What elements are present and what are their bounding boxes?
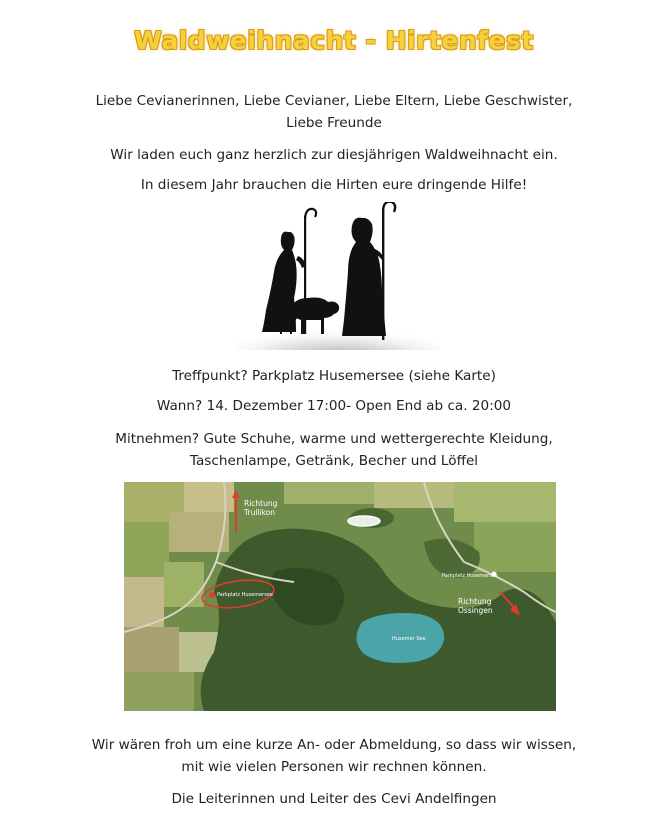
- page-title: Waldweihnacht - Hirtenfest: [134, 26, 534, 55]
- invitation-text: Wir laden euch ganz herzlich zur diesjährigen Waldweihnacht ein.: [110, 147, 558, 163]
- map-label-richtung-trullikon-1: Richtung: [244, 499, 278, 508]
- greeting: [0, 90, 668, 134]
- time-text: Wann? 14. Dezember 17:00- Open End ab ca. 20:00: [156, 398, 512, 414]
- bring-list: [0, 428, 668, 472]
- help-text: In diesem Jahr brauchen die Hirten eure dringende Hilfe!: [140, 177, 528, 193]
- closing-line-1: Wir wären froh um eine kurze An- oder Abmeldung, so dass wir wissen,: [91, 737, 577, 753]
- location-map: [124, 482, 556, 711]
- greeting-line-2: Liebe Freunde: [286, 115, 382, 131]
- shepherds-illustration: [236, 202, 440, 350]
- closing-text: [0, 734, 668, 778]
- map-label-parking-left: Parkplatz Husemersee: [217, 592, 273, 598]
- parking-pin-icon: [209, 592, 215, 598]
- map-label-lake: Husemer See: [392, 636, 426, 642]
- greeting-line-1: Liebe Cevianerinnen, Liebe Cevianer, Liebe Eltern, Liebe Geschwister,: [95, 93, 573, 109]
- small-pond: [348, 516, 380, 526]
- closing-line-2: mit wie vielen Personen wir rechnen können.: [181, 759, 487, 775]
- map-label-richtung-trullikon-2: Trullikon: [244, 508, 275, 517]
- bring-line-2: Taschenlampe, Getränk, Becher und Löffel: [189, 453, 479, 469]
- signature: Die Leiterinnen und Leiter des Cevi Andelfingen: [171, 791, 497, 807]
- meeting-point-text: Treffpunkt? Parkplatz Husemersee (siehe Karte): [172, 368, 496, 384]
- map-label-richtung-ossingen-2: Ossingen: [458, 606, 493, 615]
- bring-line-1: Mitnehmen? Gute Schuhe, warme und wettergerechte Kleidung,: [115, 431, 553, 447]
- map-label-richtung-ossingen-1: Richtung: [458, 597, 492, 606]
- map-label-parking-right: Parkplatz Husemersee: [442, 573, 498, 579]
